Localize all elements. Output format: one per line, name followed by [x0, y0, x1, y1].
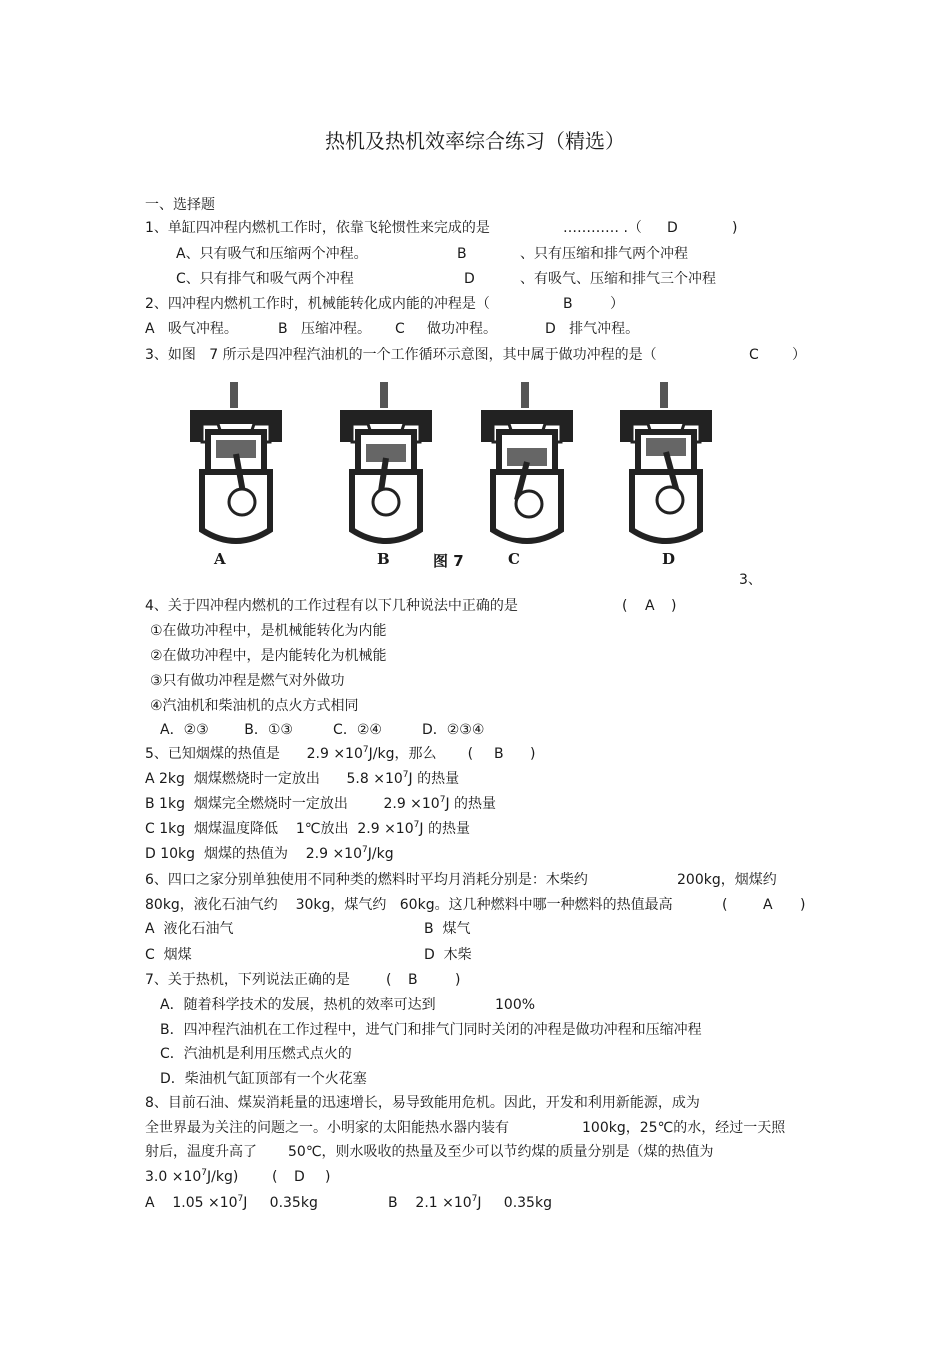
q5-option-d-unit: J/kg [367, 846, 394, 862]
q7-option-a-value: 100% [495, 997, 536, 1013]
q2-option-c: C 做功冲程。 [395, 321, 498, 337]
q4-stem: 4、关于四冲程内燃机的工作过程有以下几种说法中正确的是 [145, 598, 518, 614]
q2-option-d: D 排气冲程。 [545, 321, 640, 337]
q7-answer: B [408, 972, 418, 988]
q6-option-b: B 煤气 [424, 921, 471, 937]
section-heading: 一、选择题 [145, 197, 215, 213]
q5-option-a-unit: J 的热量 [408, 771, 460, 787]
q5-option-b-text: B 1kg 烟煤完全燃烧时一定放出 2.9 ×10 [145, 796, 440, 812]
crankshaft [373, 489, 399, 515]
q5-option-d-exponent: 7 [362, 845, 368, 855]
q8-line-4 [145, 1168, 238, 1186]
q4-statement-4: ④汽油机和柴油机的点火方式相同 [150, 698, 359, 714]
q1-option-d: 、有吸气、压缩和排气三个冲程 [520, 271, 716, 287]
q2-stem: 2、四冲程内燃机工作时，机械能转化成内能的冲程是（ [145, 296, 490, 312]
q2-option-b: B 压缩冲程。 [278, 321, 371, 337]
page-title: 热机及热机效率综合练习（精选） [325, 129, 625, 153]
q5-option-b-unit: J 的热量 [445, 796, 497, 812]
q6-close: ) [800, 897, 806, 913]
q8-heat-value-text: 3.0 ×10 [145, 1169, 202, 1185]
q8-option-a [145, 1194, 318, 1212]
engine-figure-d [612, 380, 722, 550]
q6-open: ( [722, 897, 728, 913]
q3-answer: C [749, 347, 759, 363]
q1-option-d-letter: D [464, 271, 475, 287]
q1-option-c: C、只有排气和吸气两个冲程 [176, 271, 354, 287]
q8-line-2b: 100kg，25℃的水，经过一天照 [582, 1120, 786, 1136]
q5-option-a-exponent: 7 [402, 770, 409, 780]
q1-stem: 1、单缸四冲程内燃机工作时，依靠飞轮惯性来完成的是 [145, 220, 490, 236]
q5-stem-exponent: 7 [362, 745, 369, 755]
q5-option-c-text: C 1kg 烟煤温度降低 1℃放出 2.9 ×10 [145, 821, 414, 837]
q8-line-1: 8、目前石油、煤炭消耗量的迅速增长，易导致能用危机。因此，开发和利用新能源，成为 [145, 1095, 700, 1111]
q8-option-b-text: B 2.1 ×10 [388, 1195, 472, 1211]
q3-stem: 3、如图 7 所示是四冲程汽油机的一个工作循环示意图，其中属于做功冲程的是（ [145, 347, 657, 363]
figure-caption: 图 7 [433, 552, 464, 570]
q8-option-b-exponent: 7 [471, 1194, 478, 1204]
q5-stem-text: 5、已知烟煤的热值是 2.9 ×10 [145, 746, 363, 762]
engine-figure-c [473, 380, 583, 550]
figure-label-a: A [214, 550, 226, 568]
q5-close: ) [530, 746, 536, 762]
q7-option-c: C．汽油机是利用压燃式点火的 [160, 1046, 352, 1062]
q5-option-c [145, 820, 470, 838]
q6-option-c: C 烟煤 [145, 947, 192, 963]
q8-answer: D [294, 1169, 305, 1185]
figure-label-d: D [662, 550, 676, 568]
q5-option-d [145, 845, 394, 863]
q5-option-d-text: D 10kg 烟煤的热值为 2.9 ×10 [145, 846, 362, 862]
q4-answer: A [645, 598, 655, 614]
q2-close: ） [610, 296, 624, 312]
q5-option-a [145, 770, 459, 788]
q5-stem [145, 745, 473, 763]
q8-option-b [388, 1194, 552, 1212]
q7-open: ( [386, 972, 392, 988]
q4-statement-1: ①在做功冲程中，是机械能转化为内能 [150, 623, 387, 639]
q6-option-d: D 木柴 [424, 947, 472, 963]
q3-close: ） [792, 347, 806, 363]
q5-answer: B [494, 746, 504, 762]
q4-close: ) [671, 598, 677, 614]
engine-figure-a [182, 380, 292, 550]
crankshaft [516, 491, 542, 517]
crankshaft [229, 489, 255, 515]
spark-plug [230, 382, 238, 408]
figure-label-c: C [508, 550, 520, 568]
crankshaft [657, 487, 683, 513]
q8-option-a-text: A 1.05 ×10 [145, 1195, 238, 1211]
q5-option-c-exponent: 7 [413, 820, 420, 830]
q4-open: ( [622, 598, 628, 614]
q2-option-a: A 吸气冲程。 [145, 321, 238, 337]
q8-line-3a: 射后，温度升高了 [145, 1144, 257, 1160]
q7-option-d: D．柴油机气缸顶部有一个火花塞 [160, 1071, 367, 1087]
q1-option-a: A、只有吸气和压缩两个冲程。 [176, 246, 368, 262]
q5-stem-unit: J/kg，那么 ( [368, 746, 474, 762]
q4-statement-3: ③只有做功冲程是燃气对外做功 [150, 673, 345, 689]
q7-option-a: A．随着科学技术的发展，热机的效率可达到 [160, 997, 436, 1013]
q8-option-a-exponent: 7 [237, 1194, 244, 1204]
q8-heat-value-unit: J/kg) [207, 1169, 239, 1185]
q3-side-note: 3、 [739, 572, 762, 588]
q6-answer: A [763, 897, 773, 913]
q5-option-a-text: A 2kg 烟煤燃烧时一定放出 5.8 ×10 [145, 771, 403, 787]
q8-line-2a: 全世界最为关注的问题之一。小明家的太阳能热水器内装有 [145, 1120, 509, 1136]
q2-answer: B [563, 296, 573, 312]
spark-plug [380, 382, 388, 408]
q8-open: ( [272, 1169, 278, 1185]
spark-plug [660, 382, 668, 408]
q8-option-a-unit: J 0.35kg [243, 1195, 318, 1211]
q1-option-b-letter: B [457, 246, 467, 262]
q7-close: ) [455, 972, 461, 988]
q8-close: ) [325, 1169, 331, 1185]
q6-stem-line-2: 80kg，液化石油气约 30kg，煤气约 60kg。这几种燃料中哪一种燃料的热值最高 [145, 897, 673, 913]
engine-figure-b [332, 380, 442, 550]
q4-statement-2: ②在做功冲程中，是内能转化为机械能 [150, 648, 387, 664]
figure-label-b: B [377, 550, 390, 568]
q1-close: ) [732, 220, 738, 236]
q7-option-b: B．四冲程汽油机在工作过程中，进气门和排气门同时关闭的冲程是做功冲程和压缩冲程 [160, 1022, 702, 1038]
q8-line-3b: 50℃，则水吸收的热量及至少可以节约煤的质量分别是（煤的热值为 [288, 1144, 714, 1160]
q7-stem: 7、关于热机，下列说法正确的是 [145, 972, 350, 988]
q5-option-c-unit: J 的热量 [419, 821, 470, 837]
q1-option-b: 、只有压缩和排气两个冲程 [520, 246, 688, 262]
q4-options: A．②③ B．①③ C．②④ D．②③④ [160, 722, 485, 738]
q5-option-b-exponent: 7 [439, 795, 446, 805]
q1-dots: ………… .（ [563, 220, 642, 236]
q6-stem-line-1: 6、四口之家分别单独使用不同种类的燃料时平均月消耗分别是：木柴约 [145, 872, 588, 888]
q8-option-b-unit: J 0.35kg [477, 1195, 552, 1211]
q1-answer: D [667, 220, 678, 236]
q5-option-b [145, 795, 496, 813]
q6-stem-line-1b: 200kg，烟煤约 [677, 872, 777, 888]
q6-option-a: A 液化石油气 [145, 921, 234, 937]
q8-heat-value-exponent: 7 [201, 1168, 207, 1178]
spark-plug [521, 382, 529, 408]
